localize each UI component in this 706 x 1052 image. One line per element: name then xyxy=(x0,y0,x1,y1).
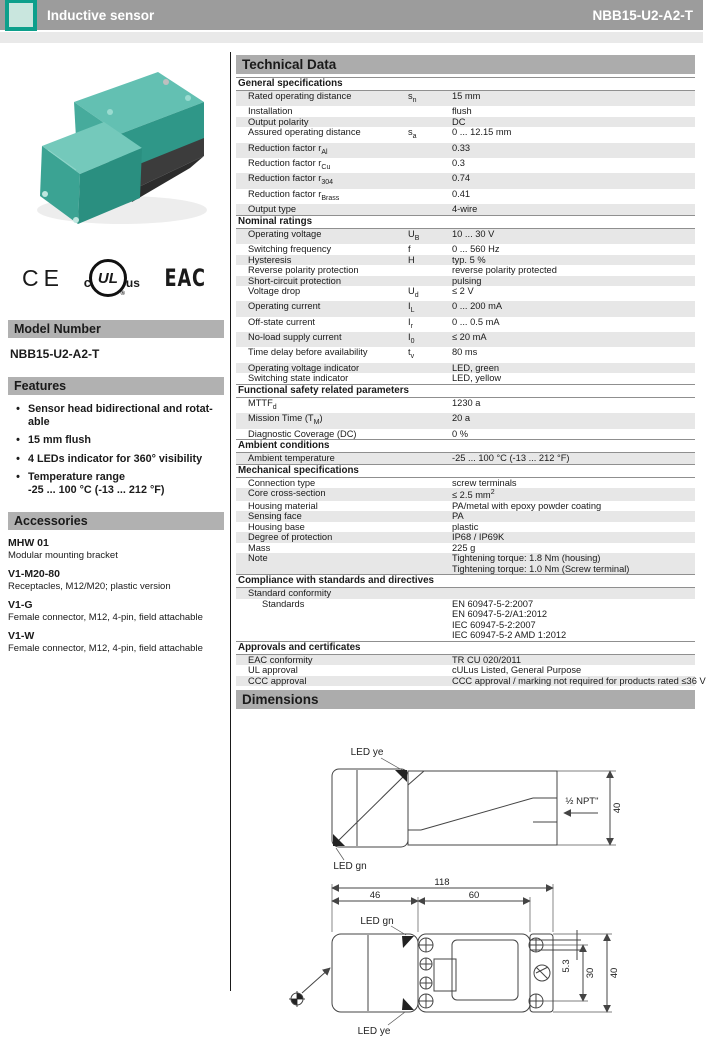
tech-row-label: Reverse polarity protection xyxy=(248,265,359,276)
tech-row xyxy=(236,429,695,440)
tech-row-label: Installation xyxy=(248,106,293,117)
side-led-gn-label: LED gn xyxy=(333,861,367,873)
tech-row-symbol: $U_d$ xyxy=(408,286,419,299)
feature-text: 4 LEDs indicator for 360° visibility xyxy=(28,452,203,465)
tech-row-label: UL approval xyxy=(248,665,298,676)
ce-mark-icon: CE xyxy=(22,264,64,291)
tech-row-symbol xyxy=(408,488,452,501)
page-header xyxy=(0,0,703,30)
tech-row xyxy=(236,143,695,158)
tech-section-title: Compliance with standards and directives xyxy=(236,574,695,588)
tech-row xyxy=(236,511,695,522)
brand-logo-icon xyxy=(5,0,37,31)
accessory-name: V1-G xyxy=(8,599,33,611)
tech-row-value: DC xyxy=(452,116,466,127)
tech-row-value: PA xyxy=(452,511,464,522)
feature-item xyxy=(8,403,224,428)
page-title: Inductive sensor xyxy=(47,7,155,23)
tech-row-value: screw terminals xyxy=(452,477,517,488)
tech-row xyxy=(236,675,706,687)
tech-row xyxy=(236,522,695,533)
led-ye-indicator-triangle xyxy=(395,770,407,782)
tech-row xyxy=(236,543,695,554)
tech-row-label: Housing base xyxy=(248,521,305,532)
tech-row xyxy=(236,478,695,489)
tech-row-value: CCC approval / marking not required for products rated ≤36 V xyxy=(452,675,706,686)
tech-row-label: Standards xyxy=(262,598,305,609)
tech-section-title: Ambient conditions xyxy=(236,439,695,453)
accessory-name: V1-W xyxy=(8,630,35,642)
tech-row-value: EN 60947-5-2:2007 EN 60947-5-2/A1:2012 IEC 60947-5-2:2007 IEC 60947-5-2 AMD 1:2012 xyxy=(452,598,567,641)
tech-row-symbol xyxy=(408,522,452,533)
tech-row-symbol xyxy=(408,665,452,676)
tech-row-label: Reduction factor $r_{Brass}$ xyxy=(248,188,340,202)
ul-registered-mark: ® xyxy=(120,291,125,297)
tech-row xyxy=(236,204,695,215)
tech-row-value: 1230 a xyxy=(452,397,481,408)
tech-row-value: 0 ... 0.5 mA xyxy=(452,316,500,327)
tech-row-symbol: $I_r$ xyxy=(408,316,413,330)
accessory-name: MHW 01 xyxy=(8,537,49,549)
technical-data-heading: Technical Data xyxy=(236,55,695,74)
tech-row-label: Assured operating distance xyxy=(248,127,361,138)
bullet-icon: • xyxy=(16,434,20,446)
tech-row-symbol xyxy=(408,276,452,287)
tech-row-label: Reduction factor $r_{304}$ xyxy=(248,173,334,187)
tech-row-value: 0.41 xyxy=(452,188,471,199)
tech-row-label: Standard conformity xyxy=(248,588,332,599)
tech-row-label: Operating voltage xyxy=(248,228,322,239)
tech-row-label: $MTTF_d$ xyxy=(248,397,277,411)
tech-row-value: typ. 5 % xyxy=(452,254,486,265)
tech-row-label: Output type xyxy=(248,204,297,215)
tech-row-label: Housing material xyxy=(248,500,318,511)
tech-row-value: 0.74 xyxy=(452,173,471,184)
tech-row xyxy=(236,127,695,142)
tech-row-value: pulsing xyxy=(452,275,482,286)
tech-row-value: cULus Listed, General Purpose xyxy=(452,665,582,676)
accessories-list xyxy=(8,537,224,654)
top-dim-46: 46 xyxy=(369,890,381,902)
tech-row-symbol: f xyxy=(408,244,411,255)
tech-row xyxy=(236,106,695,117)
tech-row-value: ≤ 2 V xyxy=(452,286,474,297)
tech-row-label: Mass xyxy=(248,542,271,553)
tech-row-value: LED, yellow xyxy=(452,373,502,384)
left-column xyxy=(8,44,224,654)
top-dim-30: 30 xyxy=(585,967,596,979)
tech-row-symbol: H xyxy=(408,254,415,265)
tech-row-symbol xyxy=(408,429,452,440)
tech-row-symbol xyxy=(408,501,452,512)
accessory-item xyxy=(8,630,224,654)
tech-row xyxy=(236,91,695,106)
tech-row-symbol xyxy=(408,599,452,641)
tech-section xyxy=(236,464,695,575)
accessory-description: Female connector, M12, 4-pin, field attachable xyxy=(8,643,203,654)
tech-row-value: 10 ... 30 V xyxy=(452,228,495,239)
tech-row xyxy=(236,413,695,428)
tech-row xyxy=(236,655,695,666)
tech-row-value: 20 a xyxy=(452,413,471,424)
tech-row-value: 4-wire xyxy=(452,204,478,215)
tech-row xyxy=(236,189,695,204)
tech-row-value: 225 g xyxy=(452,542,476,553)
tech-row-value: 0 ... 12.15 mm xyxy=(452,127,512,138)
tech-row-symbol xyxy=(408,511,452,522)
feature-item xyxy=(8,471,224,496)
tech-section xyxy=(236,574,695,641)
feature-text: Sensor head bidirectional and rotat- able xyxy=(28,403,213,428)
tech-row-symbol xyxy=(408,532,452,543)
led-gn-indicator-triangle xyxy=(402,936,414,948)
tech-row-symbol xyxy=(408,117,452,128)
column-divider xyxy=(230,52,231,991)
tech-section-title: Nominal ratings xyxy=(236,215,695,229)
bullet-icon: • xyxy=(16,403,20,415)
features-heading: Features xyxy=(8,377,224,395)
tech-row-symbol: $I_0$ xyxy=(408,332,415,345)
tech-row-label: Reduction factor $r_{Al}$ xyxy=(248,142,328,156)
tech-row-symbol: $t_v$ xyxy=(408,347,415,361)
tech-row-value: ≤ 2.5 $mm^2$ xyxy=(452,489,495,501)
tech-row-label: Reduction factor $r_{Cu}$ xyxy=(248,158,331,171)
bullet-icon: • xyxy=(16,471,20,483)
feature-item xyxy=(8,453,224,466)
tech-row xyxy=(236,255,695,266)
header-model-number: NBB15-U2-A2-T xyxy=(592,7,693,23)
reference-crosshair-icon xyxy=(289,991,305,1007)
tech-row-symbol xyxy=(408,453,452,464)
tech-row-symbol: $s_a$ xyxy=(408,127,417,141)
tech-row xyxy=(236,363,695,374)
tech-row-symbol: $U_B$ xyxy=(408,228,420,242)
top-dim-5-3: 5.3 xyxy=(561,959,572,973)
tech-row-label: Ambient temperature xyxy=(248,453,335,464)
top-led-gn-label: LED gn xyxy=(360,916,394,928)
tech-row-value: plastic xyxy=(452,521,479,532)
product-photo xyxy=(12,50,220,250)
tech-row-value: 0 % xyxy=(452,428,469,439)
tech-row-value: 0.3 xyxy=(452,158,465,169)
accessory-item xyxy=(8,599,224,623)
tech-row-symbol: $s_n$ xyxy=(408,91,417,104)
tech-row xyxy=(236,158,695,173)
tech-section xyxy=(236,384,695,439)
top-dim-40: 40 xyxy=(609,967,620,979)
tech-row-symbol xyxy=(408,173,452,188)
led-ye-indicator-triangle xyxy=(402,998,414,1010)
tech-row-label: Time delay before availability xyxy=(248,347,368,358)
cul-us-mark-icon xyxy=(84,259,140,297)
tech-row-symbol xyxy=(408,265,452,276)
tech-row-value: flush xyxy=(452,106,472,117)
eac-mark-icon: EAC xyxy=(164,264,206,292)
tech-row-label: Operating voltage indicator xyxy=(248,362,360,373)
certification-logos xyxy=(8,252,224,304)
tech-row-label: Connection type xyxy=(248,477,316,488)
tech-row-value: 0 ... 200 mA xyxy=(452,301,503,312)
tech-row-symbol xyxy=(408,363,452,374)
tech-row-value xyxy=(452,588,695,599)
tech-section xyxy=(236,215,695,384)
tech-row xyxy=(236,665,695,676)
tech-row-label: Switching state indicator xyxy=(248,373,349,384)
tech-row-symbol xyxy=(408,373,452,384)
tech-row-label: Note xyxy=(248,553,268,564)
tech-row xyxy=(236,301,695,316)
side-led-ye-label: LED ye xyxy=(350,747,384,759)
ul-circle xyxy=(89,259,127,297)
accessory-item xyxy=(8,537,224,561)
tech-row xyxy=(236,532,695,543)
tech-row-symbol xyxy=(408,553,452,574)
tech-row-value: reverse polarity protected xyxy=(452,265,557,276)
accessory-name: V1-M20-80 xyxy=(8,568,60,580)
tech-row-value: 80 ms xyxy=(452,347,478,358)
tech-row-label: No-load supply current xyxy=(248,332,342,343)
features-list xyxy=(8,403,224,496)
tech-row-symbol xyxy=(408,413,452,428)
tech-row-label: Switching frequency xyxy=(248,244,332,255)
model-number-value: NBB15-U2-A2-T xyxy=(10,347,100,361)
tech-row-symbol xyxy=(408,204,452,215)
top-led-ye-label: LED ye xyxy=(357,1026,391,1038)
tech-section-title: Mechanical specifications xyxy=(236,464,695,478)
feature-text: Temperature range -25 ... 100 °C (-13 ... 212 °F) xyxy=(28,471,165,496)
tech-row-value: 0 ... 560 Hz xyxy=(452,244,500,255)
tech-row-label: Degree of protection xyxy=(248,532,333,543)
accessory-description: Receptacles, M12/M20; plastic version xyxy=(8,581,171,592)
tech-row-symbol xyxy=(408,106,452,117)
tech-row xyxy=(236,244,695,255)
right-column xyxy=(236,55,706,1052)
tech-row-value: LED, green xyxy=(452,362,500,373)
tech-row-symbol xyxy=(408,478,452,489)
tech-section-title: Functional safety related parameters xyxy=(236,384,695,398)
bullet-icon: • xyxy=(16,452,20,465)
tech-row xyxy=(236,347,695,362)
tech-row-label: Off-state current xyxy=(248,316,315,327)
tech-row-symbol xyxy=(408,588,452,599)
tech-row xyxy=(236,398,695,413)
side-dim-40: 40 xyxy=(612,802,623,814)
tech-row-label: Hysteresis xyxy=(248,254,292,265)
accessory-description: Modular mounting bracket xyxy=(8,550,118,561)
dimension-drawing-top-view xyxy=(236,874,695,1052)
tech-row-label: Voltage drop xyxy=(248,286,301,297)
tech-row xyxy=(236,229,695,244)
tech-row-label: Operating current xyxy=(248,301,321,312)
tech-section-title: Approvals and certificates xyxy=(236,641,695,655)
tech-row-symbol xyxy=(408,655,452,666)
tech-row-value: -25 ... 100 °C (-13 ... 212 °F) xyxy=(452,453,570,464)
technical-table xyxy=(236,77,706,686)
model-number-heading: Model Number xyxy=(8,320,224,338)
tech-row xyxy=(236,117,695,128)
tech-row xyxy=(236,276,695,287)
tech-row-label: Core cross-section xyxy=(248,488,326,499)
tech-row xyxy=(236,265,695,276)
tech-row-symbol xyxy=(408,189,452,204)
tech-row-value: TR CU 020/2011 xyxy=(452,654,522,665)
tech-row-label: EAC conformity xyxy=(248,654,313,665)
accessories-heading: Accessories xyxy=(8,512,224,530)
top-dim-60: 60 xyxy=(468,890,480,902)
tech-row-symbol xyxy=(408,676,452,687)
tech-row xyxy=(236,553,695,574)
tech-row xyxy=(236,488,695,501)
tech-row-symbol xyxy=(408,543,452,554)
dimensions-heading: Dimensions xyxy=(236,690,695,709)
tech-row-symbol: $I_L$ xyxy=(408,301,415,315)
tech-row-symbol xyxy=(408,398,452,413)
tech-row xyxy=(236,599,695,641)
tech-section xyxy=(236,641,706,687)
tech-row-label: Output polarity xyxy=(248,116,309,127)
tech-row xyxy=(236,373,695,384)
header-underline-band xyxy=(0,32,703,43)
tech-row xyxy=(236,317,695,332)
tech-row xyxy=(236,286,695,301)
tech-row-value: PA/metal with epoxy powder coating xyxy=(452,500,602,511)
tech-row xyxy=(236,173,695,188)
tech-row-label: Diagnostic Coverage (DC) xyxy=(248,428,357,439)
tech-row-value: Tightening torque: 1.8 Nm (housing) Tightening torque: 1.0 Nm (Screw terminal) xyxy=(452,553,630,574)
tech-row xyxy=(236,588,695,599)
tech-row-value: ≤ 20 mA xyxy=(452,332,487,343)
tech-section xyxy=(236,77,695,215)
tech-row-value: IP68 / IP69K xyxy=(452,532,505,543)
tech-row-label: Sensing face xyxy=(248,511,302,522)
tech-row xyxy=(236,332,695,347)
ul-label: UL xyxy=(97,269,118,287)
tech-row xyxy=(236,501,695,512)
tech-section xyxy=(236,439,695,464)
ul-us-label: us xyxy=(125,276,140,290)
tech-row-label: CCC approval xyxy=(248,675,307,686)
feature-text: 15 mm flush xyxy=(28,434,91,446)
tech-row-value: 15 mm xyxy=(452,91,481,101)
tech-row-label: Rated operating distance xyxy=(248,91,352,101)
tech-row-value: 0.33 xyxy=(452,142,471,153)
tech-row-symbol xyxy=(408,143,452,158)
accessory-item xyxy=(8,568,224,592)
dimension-drawing-side-view xyxy=(236,709,695,874)
tech-row xyxy=(236,453,695,464)
side-npt-label: ½ NPT" xyxy=(565,796,599,808)
feature-item xyxy=(8,434,224,447)
tech-row-symbol xyxy=(408,158,452,173)
top-dim-118: 118 xyxy=(434,877,450,889)
tech-section-title: General specifications xyxy=(236,77,695,91)
accessory-description: Female connector, M12, 4-pin, field attachable xyxy=(8,612,203,623)
tech-row-label: Mission Time $(T_M)$ xyxy=(248,413,323,427)
ul-c-label: c xyxy=(83,274,91,290)
tech-row-label: Short-circuit protection xyxy=(248,275,342,286)
